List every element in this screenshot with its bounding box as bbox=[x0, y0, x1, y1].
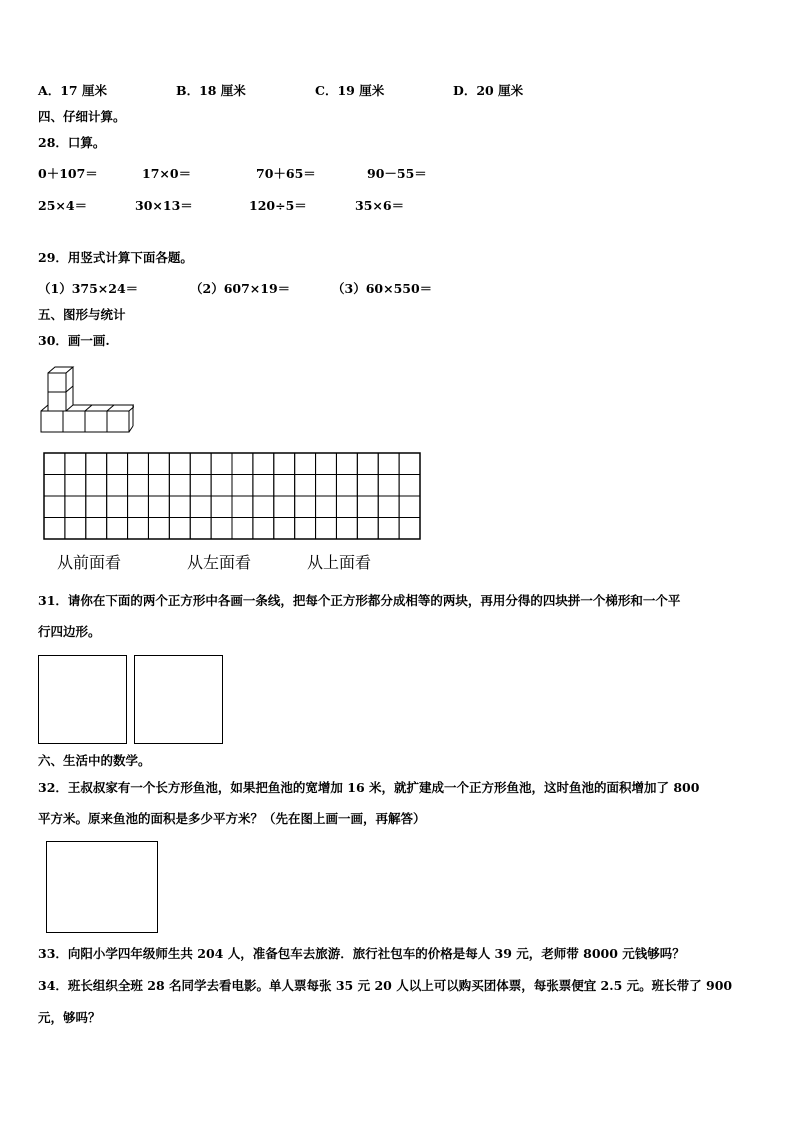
grid-cell[interactable] bbox=[357, 453, 378, 475]
grid-cell[interactable] bbox=[148, 496, 169, 518]
view-label-top: 从上面看 bbox=[307, 553, 372, 572]
grid-cell[interactable] bbox=[211, 518, 232, 540]
square-2[interactable] bbox=[134, 655, 223, 744]
grid-cell[interactable] bbox=[190, 453, 211, 475]
section-6-title: 六、生活中的数学。 bbox=[38, 753, 151, 768]
section-4-title: 四、仔细计算。 bbox=[38, 109, 126, 124]
square-1[interactable] bbox=[38, 655, 127, 744]
q29-title: 29．用竖式计算下面各题。 bbox=[38, 250, 193, 265]
section-5-title: 五、图形与统计 bbox=[38, 307, 126, 322]
q32-text: 32．王叔叔家有一个长方形鱼池，如果把鱼池的宽增加 16 米，就扩建成一个正方形鱼池，这时鱼池的面积增加了 800 bbox=[38, 780, 700, 795]
option-b: B．18 厘米 bbox=[176, 83, 246, 98]
grid-cell[interactable] bbox=[378, 475, 399, 497]
grid-cell[interactable] bbox=[65, 518, 86, 540]
grid-cell[interactable] bbox=[86, 453, 107, 475]
option-a: A．17 厘米 bbox=[38, 83, 107, 98]
grid-cell[interactable] bbox=[399, 518, 420, 540]
q28-expr: 0＋107＝ bbox=[38, 166, 98, 181]
grid-cell[interactable] bbox=[107, 453, 128, 475]
grid-cell[interactable] bbox=[65, 475, 86, 497]
grid-cell[interactable] bbox=[336, 453, 357, 475]
grid-cell[interactable] bbox=[190, 518, 211, 540]
grid-cell[interactable] bbox=[169, 518, 190, 540]
grid-cell[interactable] bbox=[148, 475, 169, 497]
view-label-front: 从前面看 bbox=[57, 553, 122, 572]
view-label-left: 从左面看 bbox=[187, 553, 252, 572]
grid-cell[interactable] bbox=[253, 475, 274, 497]
grid-cell[interactable] bbox=[86, 518, 107, 540]
grid-cell[interactable] bbox=[232, 453, 253, 475]
grid-cell[interactable] bbox=[295, 496, 316, 518]
grid-cell[interactable] bbox=[316, 453, 337, 475]
grid-cell[interactable] bbox=[44, 496, 65, 518]
grid-cell[interactable] bbox=[107, 496, 128, 518]
grid-cell[interactable] bbox=[295, 453, 316, 475]
grid-cell[interactable] bbox=[357, 496, 378, 518]
grid-cell[interactable] bbox=[44, 475, 65, 497]
q28-expr: 120÷5＝ bbox=[249, 198, 307, 213]
q33-text: 33．向阳小学四年级师生共 204 人，准备包车去旅游．旅行社包车的价格是每人 39 元，老师带 8000 元钱够吗？ bbox=[38, 946, 685, 961]
grid-cell[interactable] bbox=[44, 518, 65, 540]
grid-cell[interactable] bbox=[128, 453, 149, 475]
grid-cell[interactable] bbox=[295, 475, 316, 497]
q28-expr: 70＋65＝ bbox=[256, 166, 316, 181]
grid-cell[interactable] bbox=[274, 518, 295, 540]
grid-cell[interactable] bbox=[190, 475, 211, 497]
grid-cell[interactable] bbox=[232, 518, 253, 540]
q31-text: 行四边形。 bbox=[38, 624, 101, 639]
grid-cell[interactable] bbox=[295, 518, 316, 540]
grid-cell[interactable] bbox=[107, 518, 128, 540]
grid-cell[interactable] bbox=[148, 518, 169, 540]
grid-cell[interactable] bbox=[44, 453, 65, 475]
drawing-grid[interactable] bbox=[43, 452, 421, 540]
grid-cell[interactable] bbox=[211, 453, 232, 475]
grid-cell[interactable] bbox=[336, 496, 357, 518]
grid-cell[interactable] bbox=[378, 453, 399, 475]
grid-cell[interactable] bbox=[128, 518, 149, 540]
option-d: D．20 厘米 bbox=[453, 83, 524, 98]
grid-cell[interactable] bbox=[65, 453, 86, 475]
q28-expr: 35×6＝ bbox=[355, 198, 405, 213]
grid-cell[interactable] bbox=[148, 453, 169, 475]
grid-cell[interactable] bbox=[357, 518, 378, 540]
grid-cell[interactable] bbox=[253, 496, 274, 518]
grid-cell[interactable] bbox=[169, 453, 190, 475]
grid-cell[interactable] bbox=[399, 475, 420, 497]
grid-cell[interactable] bbox=[399, 496, 420, 518]
grid-cell[interactable] bbox=[65, 496, 86, 518]
grid-cell[interactable] bbox=[336, 518, 357, 540]
grid-cell[interactable] bbox=[232, 496, 253, 518]
q28-expr: 30×13＝ bbox=[135, 198, 193, 213]
grid-cell[interactable] bbox=[316, 496, 337, 518]
grid-cell[interactable] bbox=[274, 496, 295, 518]
grid-cell[interactable] bbox=[169, 475, 190, 497]
grid-cell[interactable] bbox=[190, 496, 211, 518]
q29-item: （1）375×24＝ bbox=[38, 281, 139, 296]
grid-cell[interactable] bbox=[211, 475, 232, 497]
grid-cell[interactable] bbox=[253, 453, 274, 475]
fish-pond-square[interactable] bbox=[46, 841, 158, 933]
grid-cell[interactable] bbox=[336, 475, 357, 497]
grid-cell[interactable] bbox=[316, 475, 337, 497]
q28-expr: 25×4＝ bbox=[38, 198, 88, 213]
q34-text: 34．班长组织全班 28 名同学去看电影。单人票每张 35 元 20 人以上可以购买团体票，每张票便宜 2.5 元。班长带了 900 bbox=[38, 978, 733, 993]
q34-text: 元，够吗？ bbox=[38, 1010, 101, 1025]
q31-text: 31．请你在下面的两个正方形中各画一条线，把每个正方形都分成相等的两块，再用分得的四块拼一个梯形和一个平 bbox=[38, 593, 681, 608]
q29-item: （2）607×19＝ bbox=[190, 281, 291, 296]
grid-cell[interactable] bbox=[378, 518, 399, 540]
grid-cell[interactable] bbox=[316, 518, 337, 540]
grid-cell[interactable] bbox=[128, 496, 149, 518]
q28-expr: 17×0＝ bbox=[142, 166, 192, 181]
grid-cell[interactable] bbox=[399, 453, 420, 475]
option-c: C．19 厘米 bbox=[315, 83, 385, 98]
grid-cell[interactable] bbox=[169, 496, 190, 518]
cube-stack-figure bbox=[38, 364, 134, 436]
grid-cell[interactable] bbox=[274, 475, 295, 497]
grid-cell[interactable] bbox=[86, 496, 107, 518]
q30-title: 30．画一画. bbox=[38, 333, 110, 348]
grid-cell[interactable] bbox=[211, 496, 232, 518]
grid-cell[interactable] bbox=[253, 518, 274, 540]
grid-cell[interactable] bbox=[378, 496, 399, 518]
grid-cell[interactable] bbox=[107, 475, 128, 497]
grid-cell[interactable] bbox=[128, 475, 149, 497]
q28-expr: 90－55＝ bbox=[367, 166, 427, 181]
q32-text: 平方米。原来鱼池的面积是多少平方米？（先在图上画一画，再解答） bbox=[38, 811, 426, 826]
grid-cell[interactable] bbox=[86, 475, 107, 497]
q28-title: 28．口算。 bbox=[38, 135, 106, 150]
grid-cell[interactable] bbox=[357, 475, 378, 497]
grid-cell[interactable] bbox=[274, 453, 295, 475]
q29-item: （3）60×550＝ bbox=[332, 281, 433, 296]
grid-cell[interactable] bbox=[232, 475, 253, 497]
